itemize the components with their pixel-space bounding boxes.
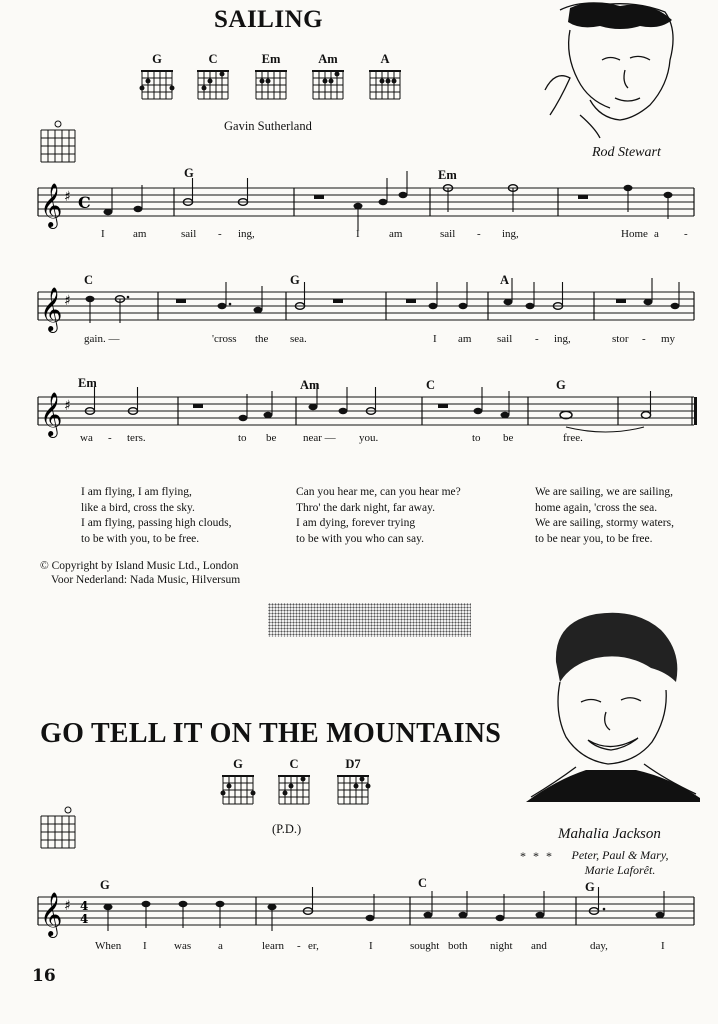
verse-line: We are sailing, stormy waters, [535,517,674,529]
composer-credit: Gavin Sutherland [224,119,312,133]
portrait-rod-stewart-icon [540,0,680,138]
lyric-syllable: sail [440,228,456,240]
other-artist: Marie Laforêt. [584,863,656,877]
music-staff [38,288,698,336]
lyric-syllable: I [101,228,105,240]
svg-text:𝄞: 𝄞 [40,392,63,436]
song-title-sailing: SAILING [214,6,324,33]
lyric-syllable: you. [359,432,379,444]
lyric-syllable: ing, [554,333,571,345]
lyric-syllable: am [133,228,147,240]
lyric-syllable: I [433,333,437,345]
lyric-syllable: er, [308,940,319,952]
chord-label: Am [300,378,320,392]
lyric-syllable: free. [563,432,583,444]
lyric-syllable: I [369,940,373,952]
lyrics-line [0,333,718,349]
lyric-syllable: night [490,940,513,952]
chord-name: C [289,757,299,771]
chord-name: A [380,52,390,66]
chord-diagram-g [139,52,175,67]
chord-label: G [100,878,110,892]
verse-block [535,485,674,547]
svg-text:𝄞: 𝄞 [40,287,63,331]
verse-line: to be near you, to be free. [535,532,653,545]
chord-grid-icon [367,70,403,106]
verse-line: We are sailing, we are sailing, [535,486,673,498]
chord-label: G [585,880,595,894]
chord-grid-icon [310,70,346,106]
tuning-fretboard-icon [40,120,76,166]
lyric-syllable: sail [181,228,197,240]
lyric-syllable: to [472,432,481,444]
chord-label: Em [438,168,457,182]
chord-name: Em [261,52,281,66]
lyric-syllable: both [448,940,468,952]
chord-label: G [184,166,194,180]
svg-text:C: C [78,193,91,212]
lyric-syllable: near — [303,432,336,444]
chord-label: Em [78,376,97,390]
portrait-mahalia-jackson-icon [526,602,700,802]
lyric-syllable: ing, [502,228,519,240]
lyric-syllable: ters. [127,432,146,444]
lyric-syllable: - [297,940,301,952]
chord-grid-icon [253,70,289,106]
lyric-syllable: - [218,228,222,240]
lyrics-line [0,228,718,244]
chord-label: C [426,378,436,392]
chord-label: G [556,378,566,392]
other-artist: Peter, Paul & Mary, [571,848,669,862]
svg-text:𝄞: 𝄞 [40,183,63,227]
chord-label: C [418,876,428,890]
lyrics-line [0,432,718,448]
music-staff [38,893,698,941]
chord-label: A [500,273,510,287]
lyric-syllable: wa [80,432,93,444]
verse-line: I am flying, passing high clouds, [81,517,232,529]
lyric-syllable: ing, [238,228,255,240]
section-divider [268,603,471,637]
lyric-syllable: stor [612,333,629,345]
lyric-syllable: Home [621,228,648,240]
chord-name: G [152,52,162,66]
lyric-syllable: am [458,333,472,345]
chord-label: G [290,273,300,287]
public-domain-credit: (P.D.) [272,822,302,836]
lyric-syllable: I [143,940,147,952]
song-title-go-tell-it: GO TELL IT ON THE MOUNTAINS [40,718,502,749]
verse-line: I am dying, forever trying [296,517,416,529]
chord-name: D7 [345,757,361,771]
verse-line: home again, 'cross the sea. [535,501,658,514]
verse-line: to be with you, to be free. [81,532,200,545]
decorative-stars: * * * [520,849,554,863]
lyrics-line [0,940,718,956]
lyric-syllable: and [531,940,547,952]
lyric-syllable: be [503,432,514,444]
verse-line: Can you hear me, can you hear me? [296,486,461,498]
copyright-line: Voor Nederland: Nada Music, Hilversum [51,574,241,586]
verse-block [81,485,231,547]
verse-line: I am flying, I am flying, [81,486,192,498]
other-artists [555,848,685,878]
lyric-syllable: - [642,333,646,345]
chord-diagram-d7 [335,757,371,772]
tuning-fretboard-icon [40,806,76,852]
svg-text:4: 4 [80,899,89,913]
lyric-syllable: I [661,940,665,952]
chord-label: C [84,273,94,287]
lyric-syllable: my [661,333,676,345]
svg-text:𝄞: 𝄞 [40,892,63,936]
chord-diagram-am [310,52,346,67]
artist-mahalia-jackson: Mahalia Jackson [558,826,661,842]
lyric-syllable: gain. — [84,333,120,345]
chord-diagram-c [195,52,231,67]
page-number: 16 [32,966,56,986]
chord-grid-icon [195,70,231,106]
lyric-syllable: learn [262,940,284,952]
artist-rod-stewart: Rod Stewart [592,145,661,160]
chord-grid-icon [139,70,175,106]
chord-name: C [208,52,218,66]
chord-grid-icon [276,775,312,811]
chord-diagram-a [367,52,403,67]
lyric-syllable: sail [497,333,513,345]
copyright-notice [40,559,240,587]
svg-text:♯: ♯ [64,293,71,309]
lyric-syllable: a [654,228,659,240]
lyric-syllable: sea. [290,333,307,345]
chord-name: Am [318,52,338,66]
lyric-syllable: 'cross [212,333,237,345]
verse-block [296,485,461,547]
svg-text:4: 4 [80,912,89,926]
lyric-syllable: sought [410,940,440,952]
chord-diagram-em [253,52,289,67]
lyric-syllable: day, [590,940,608,952]
lyric-syllable: - [108,432,112,444]
svg-text:♯: ♯ [64,189,71,205]
lyric-syllable: - [477,228,481,240]
chord-name: G [233,757,243,771]
verse-line: Thro' the dark night, far away. [296,501,435,514]
lyric-syllable: - [535,333,539,345]
chord-diagram-g [220,757,256,772]
lyric-syllable: a [218,940,223,952]
lyric-syllable: - [684,228,688,240]
music-staff [38,184,698,232]
verse-line: like a bird, cross the sky. [81,501,195,514]
lyric-syllable: I [356,228,360,240]
lyric-syllable: be [266,432,277,444]
lyric-syllable: to [238,432,247,444]
chord-grid-icon [220,775,256,811]
svg-text:♯: ♯ [64,898,71,914]
copyright-line: © Copyright by Island Music Ltd., London [40,560,239,572]
chord-grid-icon [335,775,371,811]
svg-text:♯: ♯ [64,398,71,414]
lyric-syllable: the [255,333,269,345]
chord-diagram-c [276,757,312,772]
lyric-syllable: am [389,228,403,240]
lyric-syllable: was [174,940,192,952]
verse-line: to be with you who can say. [296,532,424,545]
lyric-syllable: When [95,940,122,952]
